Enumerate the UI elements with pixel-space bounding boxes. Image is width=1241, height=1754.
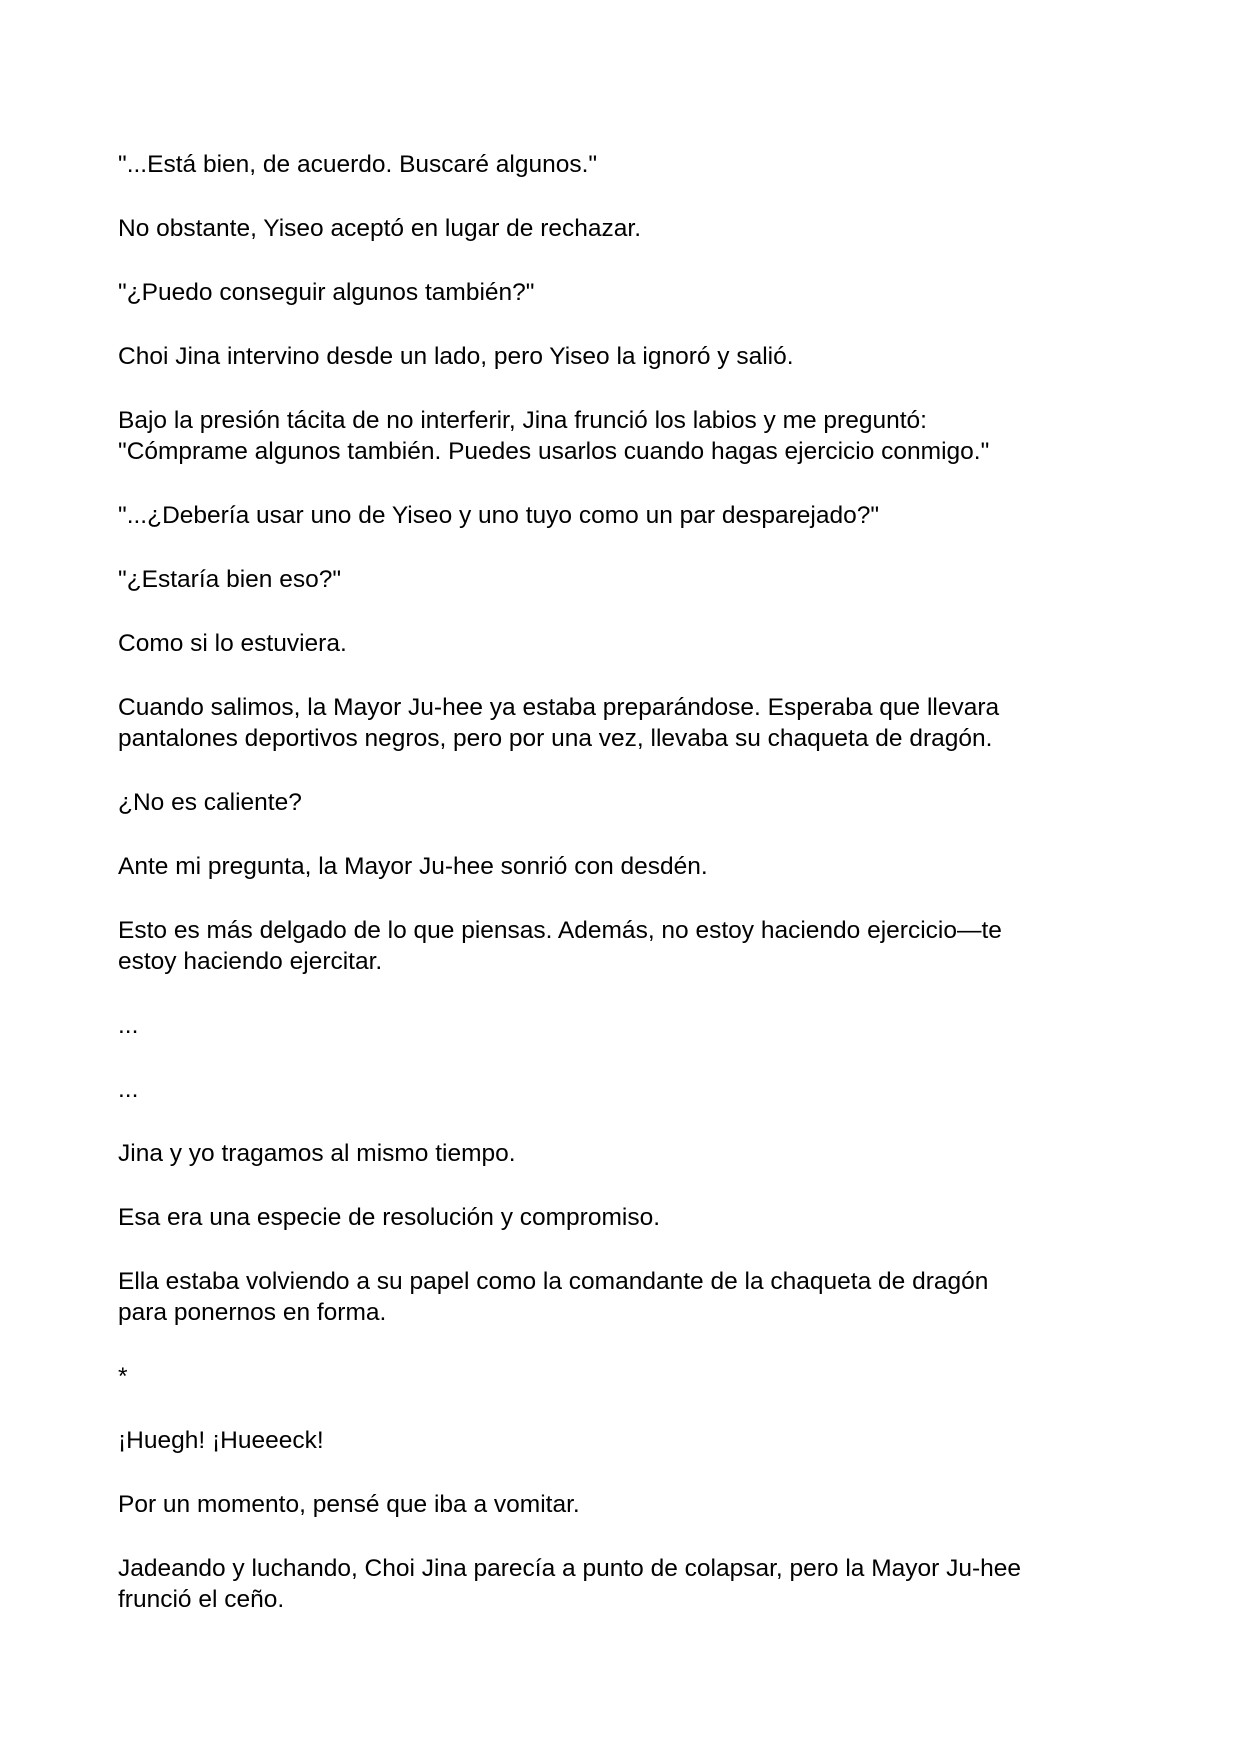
paragraph — [118, 1010, 1138, 1041]
text-line: ¿No es caliente? — [118, 789, 302, 816]
paragraph — [118, 1489, 1138, 1520]
paragraph — [118, 213, 1138, 244]
text-line: ¡Huegh! ¡Hueeeck! — [118, 1427, 324, 1454]
paragraph — [118, 277, 1138, 308]
text-line: "¿Puedo conseguir algunos también?" — [118, 279, 535, 306]
text-line: Cuando salimos, la Mayor Ju-hee ya estaba preparándose. Esperaba que llevara — [118, 694, 1000, 721]
text-line: Como si lo estuviera. — [118, 630, 347, 657]
text-line: ... — [118, 1076, 139, 1103]
text-line: ... — [118, 1012, 139, 1039]
text-line: "Cómprame algunos también. Puedes usarlos cuando hagas ejercicio conmigo." — [118, 438, 990, 465]
paragraph — [118, 692, 1138, 754]
text-line: frunció el ceño. — [118, 1586, 285, 1613]
text-line: pantalones deportivos negros, pero por una vez, llevaba su chaqueta de dragón. — [118, 725, 993, 752]
text-line: Ante mi pregunta, la Mayor Ju-hee sonrió con desdén. — [118, 853, 708, 880]
text-line: * — [118, 1363, 128, 1390]
paragraph — [118, 405, 1138, 467]
text-line: "¿Estaría bien eso?" — [118, 566, 342, 593]
text-line: Choi Jina intervino desde un lado, pero Yiseo la ignoró y salió. — [118, 343, 794, 370]
paragraph — [118, 149, 1138, 180]
paragraph — [118, 851, 1138, 882]
paragraph — [118, 1074, 1138, 1105]
paragraph — [118, 1202, 1138, 1233]
paragraph — [118, 341, 1138, 372]
text-line: estoy haciendo ejercitar. — [118, 948, 383, 975]
paragraph — [118, 915, 1138, 977]
text-line: Jina y yo tragamos al mismo tiempo. — [118, 1140, 516, 1167]
text-line: Por un momento, pensé que iba a vomitar. — [118, 1491, 580, 1518]
text-line: Bajo la presión tácita de no interferir, Jina frunció los labios y me preguntó: — [118, 407, 927, 434]
text-line: Esto es más delgado de lo que piensas. Además, no estoy haciendo ejercicio—te — [118, 917, 1002, 944]
paragraph — [118, 1553, 1138, 1615]
paragraph — [118, 1138, 1138, 1169]
paragraph — [118, 500, 1138, 531]
paragraph — [118, 787, 1138, 818]
text-line: para ponernos en forma. — [118, 1299, 387, 1326]
paragraph — [118, 564, 1138, 595]
text-line: Jadeando y luchando, Choi Jina parecía a punto de colapsar, pero la Mayor Ju-hee — [118, 1555, 1022, 1582]
document-body — [118, 149, 1138, 1648]
paragraph — [118, 1425, 1138, 1456]
text-line: "...Está bien, de acuerdo. Buscaré algunos." — [118, 151, 598, 178]
text-line: Esa era una especie de resolución y compromiso. — [118, 1204, 661, 1231]
text-line: No obstante, Yiseo aceptó en lugar de rechazar. — [118, 215, 642, 242]
section-break — [118, 1361, 1138, 1392]
paragraph — [118, 628, 1138, 659]
text-line: "...¿Debería usar uno de Yiseo y uno tuyo como un par desparejado?" — [118, 502, 880, 529]
text-line: Ella estaba volviendo a su papel como la comandante de la chaqueta de dragón — [118, 1268, 989, 1295]
paragraph — [118, 1266, 1138, 1328]
